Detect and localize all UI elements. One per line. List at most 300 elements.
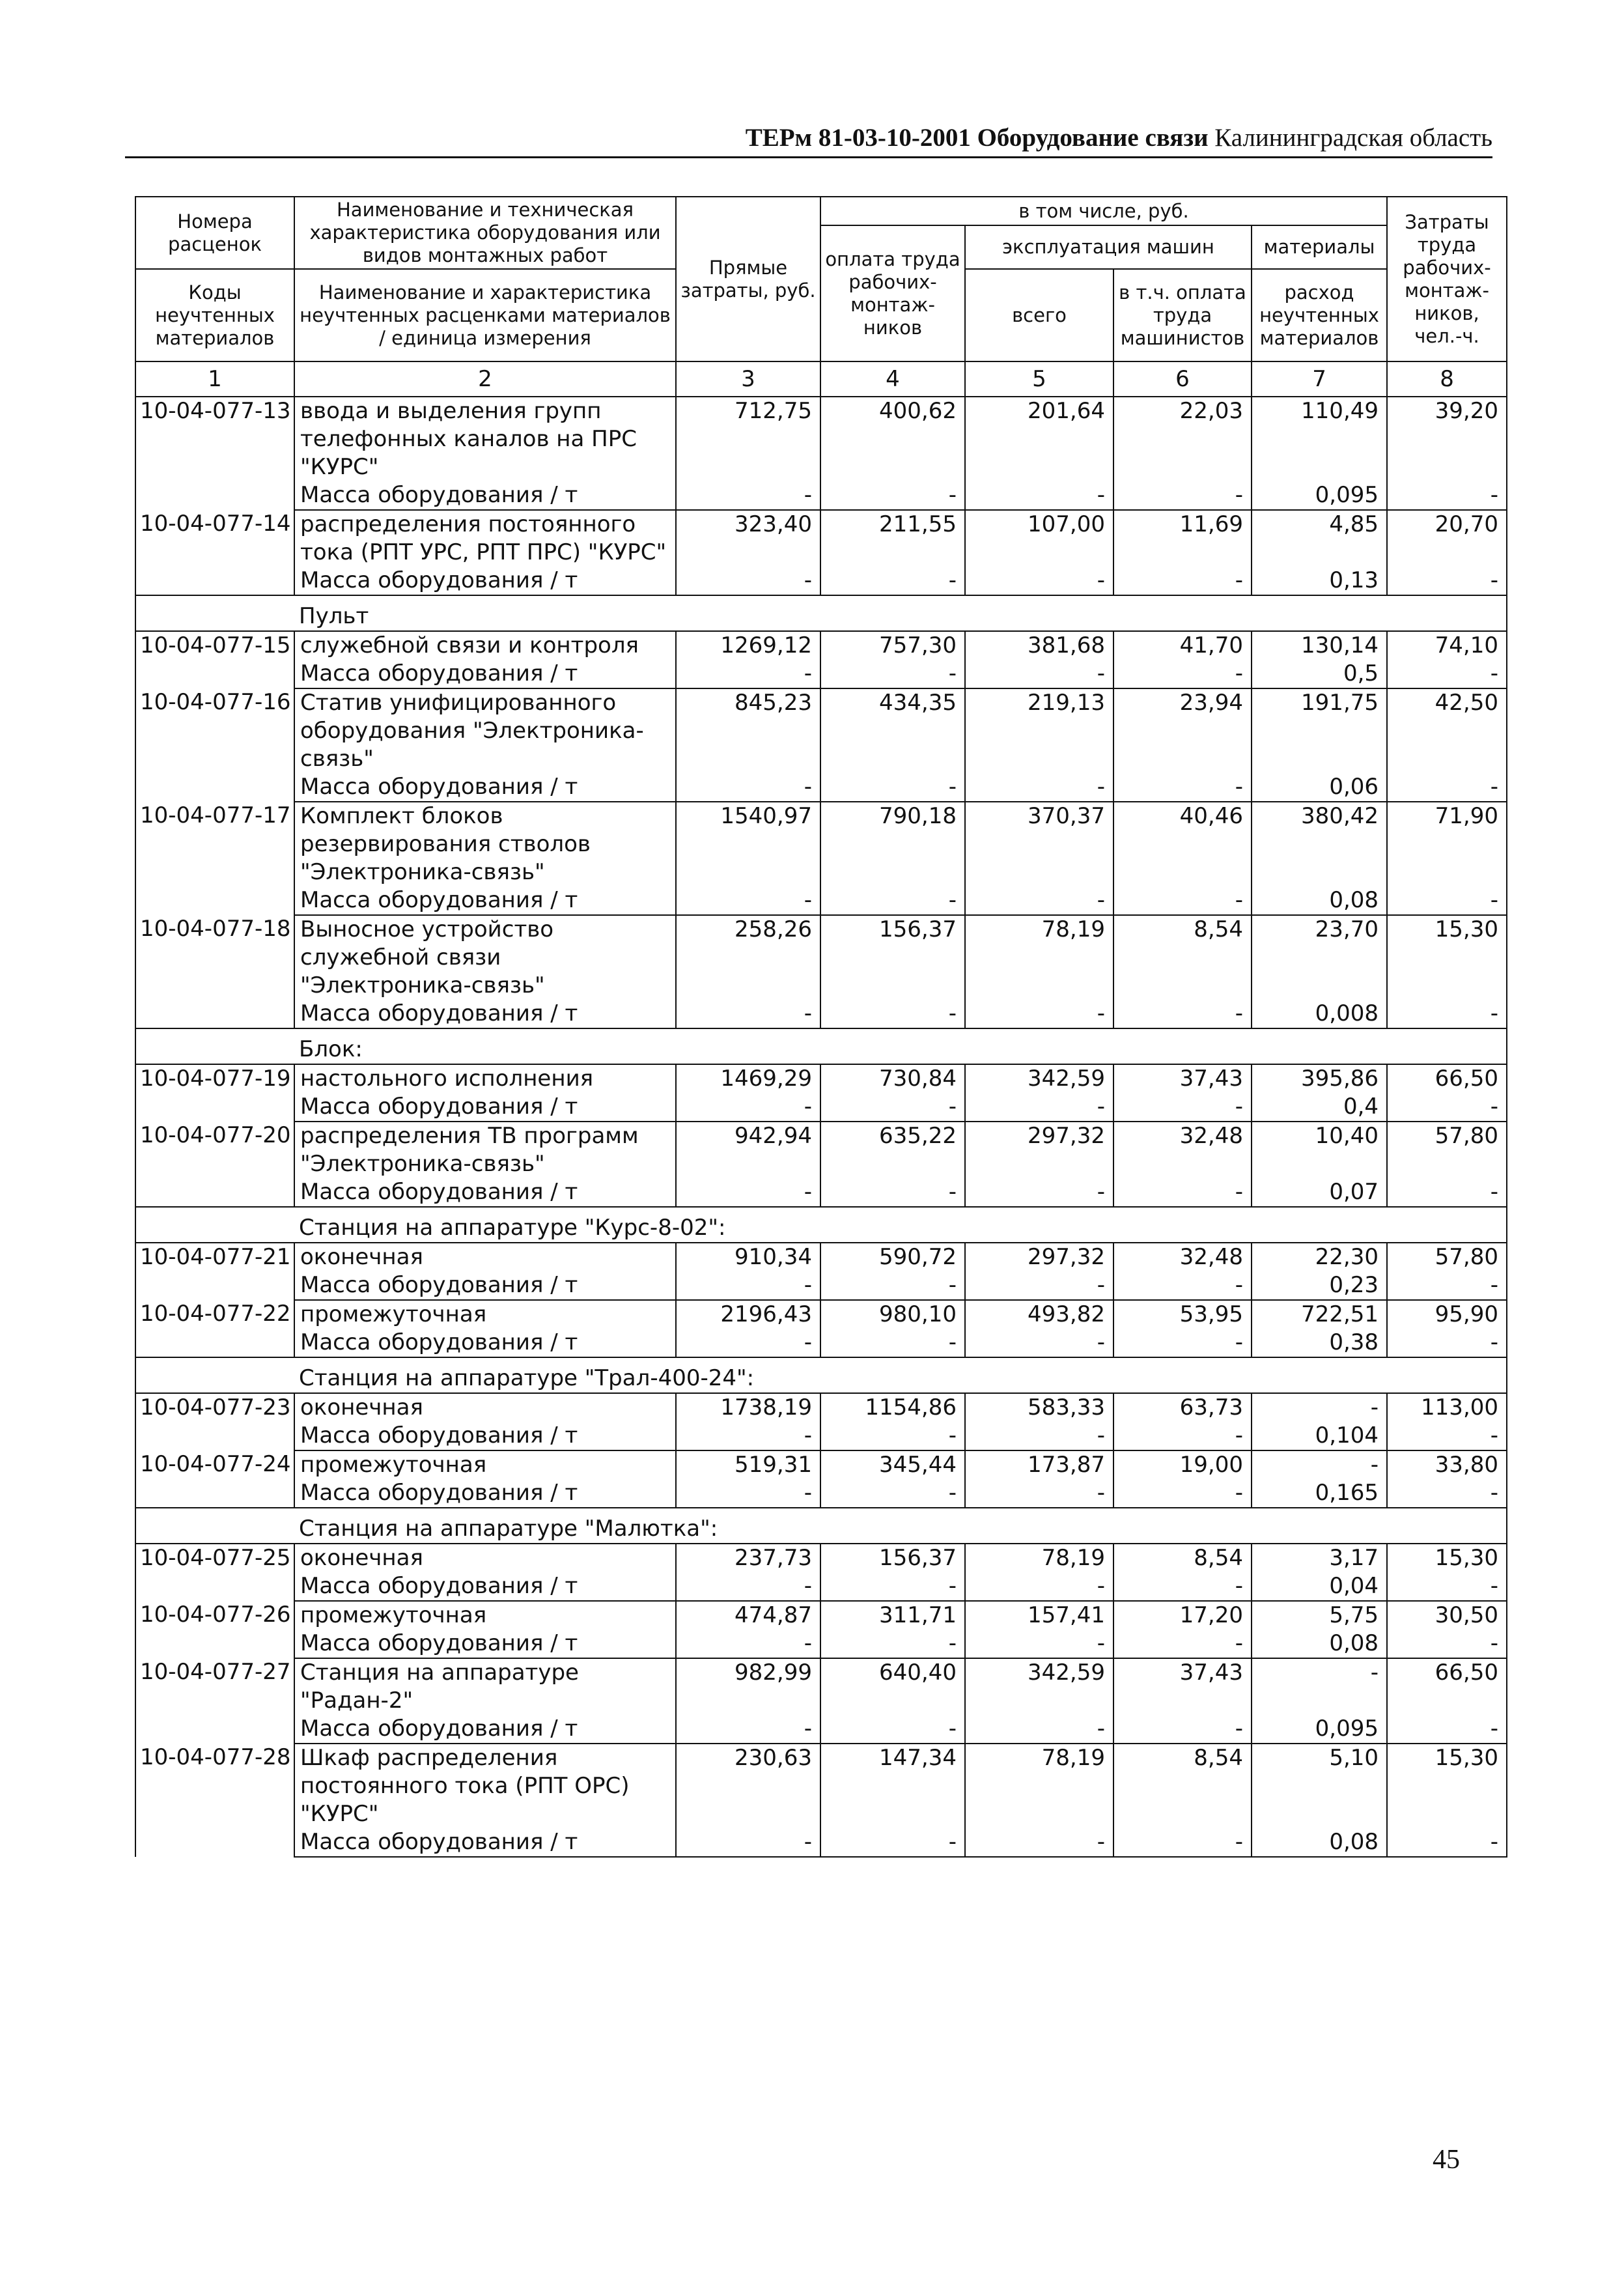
mass-row [135,1479,1507,1508]
value-cell: - [965,1000,1113,1028]
value-cell: 0,095 [1252,481,1387,510]
value-cell: 33,80 [1387,1450,1507,1479]
value-cell: 0,13 [1252,567,1387,595]
value-cell: - [1113,1572,1252,1601]
value-cell: 130,14 [1252,631,1387,660]
mass-label: Масса оборудования / т [294,1828,676,1857]
value-cell: - [965,567,1113,595]
value-cell: 0,38 [1252,1329,1387,1357]
value-cell: - [676,481,820,510]
rates-table-body [135,397,1507,1857]
value-cell: 1738,19 [676,1393,820,1422]
value-cell: - [965,1329,1113,1357]
rate-row [135,688,1507,773]
value-cell: 0,23 [1252,1271,1387,1300]
rate-code [135,1828,294,1857]
mass-label: Масса оборудования / т [294,1271,676,1300]
value-cell: 41,70 [1113,631,1252,660]
value-cell: 156,37 [820,915,965,1000]
value-cell: - [965,1422,1113,1450]
rate-code: 10-04-077-26 [135,1601,294,1630]
head-in-that-number: в том числе, руб. [820,197,1387,225]
value-cell: 400,62 [820,397,965,481]
value-cell: - [1387,1093,1507,1122]
rate-code [135,1479,294,1508]
rate-code: 10-04-077-23 [135,1393,294,1422]
value-cell: - [1113,1000,1252,1028]
value-cell: - [676,1422,820,1450]
mass-row [135,481,1507,510]
head-machines: эксплуатация машин [965,225,1252,269]
value-cell: 323,40 [676,510,820,567]
head-col3: Прямые затраты, руб. [676,197,820,361]
value-cell: - [1113,1329,1252,1357]
value-cell: - [1387,660,1507,688]
value-cell: 640,40 [820,1658,965,1715]
column-number: 3 [676,361,820,397]
value-cell: - [820,1422,965,1450]
rate-row [135,1300,1507,1329]
value-cell: - [1113,1715,1252,1744]
value-cell: - [1387,773,1507,802]
value-cell: 1469,29 [676,1064,820,1093]
page-number: 45 [1433,2145,1460,2175]
value-cell: 757,30 [820,631,965,660]
value-cell: - [820,1000,965,1028]
value-cell: - [1113,481,1252,510]
value-cell: - [1113,567,1252,595]
mass-label: Масса оборудования / т [294,773,676,802]
value-cell: - [965,1271,1113,1300]
value-cell: - [1387,481,1507,510]
head-col7: расход неучтенных материалов [1252,269,1387,361]
rate-code [135,1572,294,1601]
value-cell: 0,5 [1252,660,1387,688]
value-cell: - [965,1093,1113,1122]
rate-name: настольного исполнения [294,1064,676,1093]
mass-row [135,1329,1507,1357]
mass-row [135,1828,1507,1857]
value-cell: 95,90 [1387,1300,1507,1329]
value-cell: 78,19 [965,915,1113,1000]
value-cell: - [965,1572,1113,1601]
value-cell: 37,43 [1113,1658,1252,1715]
value-cell: 156,37 [820,1544,965,1572]
rate-row [135,1064,1507,1093]
document-header [125,122,1492,154]
value-cell: 493,82 [965,1300,1113,1329]
value-cell: - [820,1828,965,1857]
value-cell: 8,54 [1113,1744,1252,1828]
mass-row [135,1422,1507,1450]
header-code: ТЕРм 81-03-10-2001 [745,124,971,152]
value-cell: 845,23 [676,688,820,773]
value-cell: - [676,1178,820,1207]
value-cell: 10,40 [1252,1122,1387,1178]
value-cell: - [1387,1630,1507,1658]
value-cell: - [820,773,965,802]
value-cell: 113,00 [1387,1393,1507,1422]
rate-code: 10-04-077-22 [135,1300,294,1329]
value-cell: 11,69 [1113,510,1252,567]
value-cell: 5,10 [1252,1744,1387,1828]
value-cell: 712,75 [676,397,820,481]
value-cell: 74,10 [1387,631,1507,660]
value-cell: 211,55 [820,510,965,567]
value-cell: - [820,886,965,915]
rate-code [135,1000,294,1028]
value-cell: 1154,86 [820,1393,965,1422]
value-cell: 15,30 [1387,1744,1507,1828]
column-number: 5 [965,361,1113,397]
value-cell: 32,48 [1113,1243,1252,1271]
value-cell: - [965,1715,1113,1744]
value-cell: 980,10 [820,1300,965,1329]
rate-row [135,397,1507,481]
value-cell: 17,20 [1113,1601,1252,1630]
value-cell: - [676,1828,820,1857]
value-cell: 0,08 [1252,886,1387,915]
group-heading: Станция на аппаратуре "Трал-400-24": [135,1357,1507,1393]
value-cell: 0,4 [1252,1093,1387,1122]
head-materials: материалы [1252,225,1387,269]
head-col1-top: Номера расценок [135,197,294,269]
mass-row [135,1715,1507,1744]
value-cell: - [1113,660,1252,688]
mass-row [135,1572,1507,1601]
value-cell: 15,30 [1387,1544,1507,1572]
value-cell: - [1387,567,1507,595]
value-cell: 258,26 [676,915,820,1000]
value-cell: - [676,1329,820,1357]
value-cell: 583,33 [965,1393,1113,1422]
value-cell: 57,80 [1387,1122,1507,1178]
value-cell: 790,18 [820,802,965,886]
mass-label: Масса оборудования / т [294,1000,676,1028]
value-cell: 380,42 [1252,802,1387,886]
value-cell: - [820,1630,965,1658]
value-cell: 5,75 [1252,1601,1387,1630]
group-heading: Блок: [135,1028,1507,1064]
value-cell: 32,48 [1113,1122,1252,1178]
value-cell: 297,32 [965,1243,1113,1271]
rate-name: распределения ТВ программ "Электроника-связь" [294,1122,676,1178]
column-numbers-row [135,361,1507,397]
group-heading: Пульт [135,595,1507,631]
mass-row [135,1093,1507,1122]
value-cell: - [1252,1393,1387,1422]
rate-name: оконечная [294,1544,676,1572]
value-cell: 110,49 [1252,397,1387,481]
value-cell: 2196,43 [676,1300,820,1329]
value-cell: 381,68 [965,631,1113,660]
value-cell: - [1387,1715,1507,1744]
rate-code: 10-04-077-25 [135,1544,294,1572]
rate-code [135,1422,294,1450]
mass-row [135,886,1507,915]
value-cell: 237,73 [676,1544,820,1572]
mass-row [135,660,1507,688]
value-cell: - [676,886,820,915]
rate-name: Шкаф распределения постоянного тока (РПТ ОРС) "КУРС" [294,1744,676,1828]
group-heading: Станция на аппаратуре "Курс-8-02": [135,1207,1507,1243]
value-cell: - [820,1178,965,1207]
value-cell: - [1113,886,1252,915]
rates-table [135,196,1507,1858]
value-cell: - [1113,1630,1252,1658]
value-cell: - [820,1715,965,1744]
rate-row [135,915,1507,1000]
value-cell: 1540,97 [676,802,820,886]
column-number: 1 [135,361,294,397]
value-cell: 78,19 [965,1544,1113,1572]
mass-label: Масса оборудования / т [294,886,676,915]
column-number: 7 [1252,361,1387,397]
value-cell: 910,34 [676,1243,820,1271]
rate-code: 10-04-077-15 [135,631,294,660]
rate-code [135,1715,294,1744]
rate-code: 10-04-077-18 [135,915,294,1000]
head-col8: Затраты труда рабочих-монтаж-ников, чел.-ч. [1387,197,1507,361]
mass-label: Масса оборудования / т [294,1572,676,1601]
value-cell: 23,94 [1113,688,1252,773]
value-cell: - [1387,1000,1507,1028]
value-cell: 722,51 [1252,1300,1387,1329]
value-cell: - [676,660,820,688]
value-cell: - [1387,1329,1507,1357]
rate-code [135,886,294,915]
value-cell: 3,17 [1252,1544,1387,1572]
mass-label: Масса оборудования / т [294,1178,676,1207]
rate-code: 10-04-077-14 [135,510,294,567]
value-cell: 19,00 [1113,1450,1252,1479]
rate-row [135,510,1507,567]
rate-code [135,1630,294,1658]
value-cell: 1269,12 [676,631,820,660]
rate-name: промежуточная [294,1300,676,1329]
rate-code [135,567,294,595]
rate-row [135,1243,1507,1271]
value-cell: 71,90 [1387,802,1507,886]
value-cell: 635,22 [820,1122,965,1178]
value-cell: 20,70 [1387,510,1507,567]
group-heading-row [135,595,1507,631]
rate-row [135,1658,1507,1715]
group-heading-row [135,1357,1507,1393]
value-cell: 30,50 [1387,1601,1507,1630]
rate-row [135,1544,1507,1572]
value-cell: - [676,1271,820,1300]
value-cell: - [965,1630,1113,1658]
rate-code: 10-04-077-24 [135,1450,294,1479]
rate-code: 10-04-077-20 [135,1122,294,1178]
column-number: 2 [294,361,676,397]
mass-label: Масса оборудования / т [294,567,676,595]
rate-name: оконечная [294,1243,676,1271]
mass-label: Масса оборудования / т [294,1093,676,1122]
rate-code [135,660,294,688]
value-cell: - [965,1178,1113,1207]
value-cell: - [965,886,1113,915]
value-cell: - [1113,1271,1252,1300]
value-cell: 0,104 [1252,1422,1387,1450]
group-heading-row [135,1508,1507,1544]
value-cell: - [1113,1422,1252,1450]
group-heading-row [135,1028,1507,1064]
value-cell: 37,43 [1113,1064,1252,1093]
header-region: Калининградская область [1214,124,1492,152]
value-cell: 0,095 [1252,1715,1387,1744]
rate-code: 10-04-077-16 [135,688,294,773]
head-col4: оплата труда рабочих-монтаж-ников [820,225,965,361]
value-cell: 191,75 [1252,688,1387,773]
head-col6: в т.ч. оплата труда машинистов [1113,269,1252,361]
rate-row [135,631,1507,660]
rate-row [135,1122,1507,1178]
value-cell: - [676,1630,820,1658]
head-col1-bottom: Коды неучтенных материалов [135,269,294,361]
rate-name: промежуточная [294,1450,676,1479]
value-cell: - [1113,1828,1252,1857]
value-cell: 0,008 [1252,1000,1387,1028]
value-cell: 0,08 [1252,1828,1387,1857]
column-number: 4 [820,361,965,397]
value-cell: - [676,1572,820,1601]
value-cell: - [676,1000,820,1028]
rate-name: Выносное устройство служебной связи "Электроника-связь" [294,915,676,1000]
value-cell: 53,95 [1113,1300,1252,1329]
mass-label: Масса оборудования / т [294,481,676,510]
value-cell: 0,07 [1252,1178,1387,1207]
value-cell: 434,35 [820,688,965,773]
value-cell: 345,44 [820,1450,965,1479]
head-col5: всего [965,269,1113,361]
value-cell: 201,64 [965,397,1113,481]
value-cell: - [820,481,965,510]
value-cell: 311,71 [820,1601,965,1630]
value-cell: 66,50 [1387,1064,1507,1093]
mass-row [135,773,1507,802]
value-cell: - [965,481,1113,510]
value-cell: 297,32 [965,1122,1113,1178]
value-cell: 8,54 [1113,915,1252,1000]
value-cell: - [676,1479,820,1508]
value-cell: - [820,1271,965,1300]
rate-code: 10-04-077-17 [135,802,294,886]
value-cell: 0,04 [1252,1572,1387,1601]
value-cell: 395,86 [1252,1064,1387,1093]
mass-label: Масса оборудования / т [294,1422,676,1450]
value-cell: 147,34 [820,1744,965,1828]
group-heading-row [135,1207,1507,1243]
value-cell: 23,70 [1252,915,1387,1000]
rate-row [135,1450,1507,1479]
value-cell: - [1387,886,1507,915]
value-cell: 342,59 [965,1064,1113,1093]
rate-code [135,1271,294,1300]
value-cell: 22,30 [1252,1243,1387,1271]
value-cell: 982,99 [676,1658,820,1715]
value-cell: - [1113,1479,1252,1508]
group-heading: Станция на аппаратуре "Малютка": [135,1508,1507,1544]
mass-label: Масса оборудования / т [294,1479,676,1508]
value-cell: 730,84 [820,1064,965,1093]
column-number: 8 [1387,361,1507,397]
mass-label: Масса оборудования / т [294,660,676,688]
value-cell: 107,00 [965,510,1113,567]
value-cell: 42,50 [1387,688,1507,773]
value-cell: - [965,660,1113,688]
rate-name: ввода и выделения групп телефонных каналов на ПРС "КУРС" [294,397,676,481]
rate-code [135,1329,294,1357]
mass-label: Масса оборудования / т [294,1715,676,1744]
value-cell: - [676,1093,820,1122]
value-cell: - [676,773,820,802]
rate-code [135,1178,294,1207]
rate-code: 10-04-077-21 [135,1243,294,1271]
rate-name: Комплект блоков резервирования стволов "Электроника-связь" [294,802,676,886]
value-cell: 0,08 [1252,1630,1387,1658]
rate-name: промежуточная [294,1601,676,1630]
head-col2-top: Наименование и техническая характеристика оборудования или видов монтажных работ [294,197,676,269]
value-cell: - [965,773,1113,802]
rate-code [135,481,294,510]
value-cell: 157,41 [965,1601,1113,1630]
value-cell: - [676,1715,820,1744]
mass-row [135,1271,1507,1300]
mass-label: Масса оборудования / т [294,1630,676,1658]
value-cell: 342,59 [965,1658,1113,1715]
value-cell: 519,31 [676,1450,820,1479]
value-cell: - [1252,1658,1387,1715]
value-cell: - [1113,773,1252,802]
value-cell: - [1387,1178,1507,1207]
value-cell: - [820,567,965,595]
value-cell: 942,94 [676,1122,820,1178]
value-cell: 0,06 [1252,773,1387,802]
value-cell: 39,20 [1387,397,1507,481]
rate-row [135,1393,1507,1422]
rate-code: 10-04-077-19 [135,1064,294,1093]
mass-row [135,567,1507,595]
rate-code: 10-04-077-13 [135,397,294,481]
header-rule [125,156,1492,158]
value-cell: - [1252,1450,1387,1479]
value-cell: 63,73 [1113,1393,1252,1422]
value-cell: 370,37 [965,802,1113,886]
value-cell: - [820,1479,965,1508]
value-cell: - [1387,1479,1507,1508]
value-cell: - [820,1572,965,1601]
value-cell: - [965,1828,1113,1857]
rate-code: 10-04-077-27 [135,1658,294,1715]
value-cell: - [965,1479,1113,1508]
value-cell: 173,87 [965,1450,1113,1479]
value-cell: - [676,567,820,595]
value-cell: - [820,660,965,688]
value-cell: - [820,1329,965,1357]
header-title: Оборудование связи [977,124,1209,152]
value-cell: 22,03 [1113,397,1252,481]
value-cell: 78,19 [965,1744,1113,1828]
value-cell: - [1113,1178,1252,1207]
rate-name: Станция на аппаратуре "Радан-2" [294,1658,676,1715]
value-cell: - [820,1093,965,1122]
value-cell: - [1387,1422,1507,1450]
value-cell: 15,30 [1387,915,1507,1000]
rate-row [135,1744,1507,1828]
value-cell: 40,46 [1113,802,1252,886]
